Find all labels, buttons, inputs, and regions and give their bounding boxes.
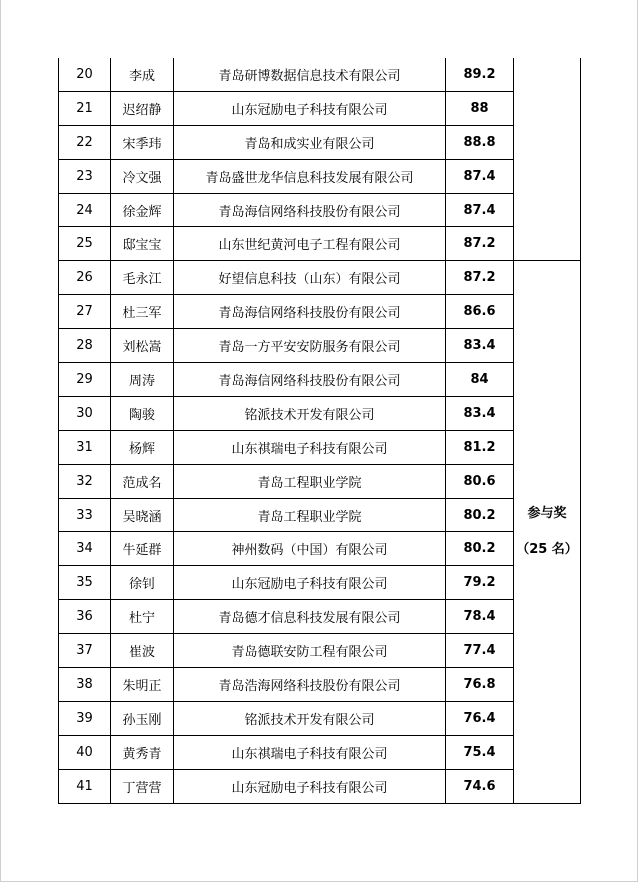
results-table (58, 58, 581, 804)
results-table-body (59, 58, 581, 803)
company-cell: 山东祺瑞电子科技有限公司 (174, 735, 446, 769)
name-cell: 范成名 (111, 464, 174, 498)
table-row (59, 634, 581, 668)
score-cell: 80.2 (446, 532, 514, 566)
rank-cell: 41 (59, 769, 111, 803)
table-row (59, 91, 581, 125)
rank-cell: 37 (59, 634, 111, 668)
name-cell: 崔波 (111, 634, 174, 668)
table-row (59, 600, 581, 634)
name-cell: 徐钊 (111, 566, 174, 600)
table-row (59, 295, 581, 329)
company-cell: 青岛海信网络科技股份有限公司 (174, 193, 446, 227)
name-cell: 丁营营 (111, 769, 174, 803)
company-cell: 青岛一方平安安防服务有限公司 (174, 329, 446, 363)
rank-cell: 28 (59, 329, 111, 363)
score-cell: 80.6 (446, 464, 514, 498)
name-cell: 杜三军 (111, 295, 174, 329)
page-border-left (0, 0, 1, 882)
name-cell: 吴晓涵 (111, 498, 174, 532)
table-row (59, 261, 581, 295)
award-cell (514, 261, 581, 803)
company-cell: 青岛工程职业学院 (174, 464, 446, 498)
company-cell: 青岛德联安防工程有限公司 (174, 634, 446, 668)
company-cell: 青岛盛世龙华信息科技发展有限公司 (174, 159, 446, 193)
company-cell: 青岛浩海网络科技股份有限公司 (174, 668, 446, 702)
rank-cell: 30 (59, 396, 111, 430)
rank-cell: 21 (59, 91, 111, 125)
score-cell: 79.2 (446, 566, 514, 600)
name-cell: 毛永江 (111, 261, 174, 295)
score-cell: 87.4 (446, 159, 514, 193)
rank-cell: 24 (59, 193, 111, 227)
table-row (59, 430, 581, 464)
name-cell: 牛延群 (111, 532, 174, 566)
table-row (59, 735, 581, 769)
name-cell: 孙玉刚 (111, 701, 174, 735)
rank-cell: 36 (59, 600, 111, 634)
rank-cell: 40 (59, 735, 111, 769)
award-label: 参与奖 (527, 505, 567, 521)
table-row (59, 498, 581, 532)
table-row (59, 769, 581, 803)
company-cell: 山东冠励电子科技有限公司 (174, 566, 446, 600)
score-cell: 87.4 (446, 193, 514, 227)
rank-cell: 26 (59, 261, 111, 295)
table-row (59, 329, 581, 363)
score-cell: 84 (446, 363, 514, 397)
company-cell: 山东世纪黄河电子工程有限公司 (174, 227, 446, 261)
rank-cell: 22 (59, 125, 111, 159)
table-row (59, 566, 581, 600)
score-cell: 83.4 (446, 329, 514, 363)
score-cell: 83.4 (446, 396, 514, 430)
score-cell: 77.4 (446, 634, 514, 668)
company-cell: 青岛工程职业学院 (174, 498, 446, 532)
table-row (59, 668, 581, 702)
name-cell: 冷文强 (111, 159, 174, 193)
rank-cell: 29 (59, 363, 111, 397)
rank-cell: 20 (59, 58, 111, 91)
table-row (59, 396, 581, 430)
table-row (59, 193, 581, 227)
name-cell: 周涛 (111, 363, 174, 397)
table-row (59, 363, 581, 397)
score-cell: 88 (446, 91, 514, 125)
table-row (59, 464, 581, 498)
rank-cell: 34 (59, 532, 111, 566)
name-cell: 刘松嵩 (111, 329, 174, 363)
rank-cell: 31 (59, 430, 111, 464)
rank-cell: 35 (59, 566, 111, 600)
score-cell: 86.6 (446, 295, 514, 329)
company-cell: 铭派技术开发有限公司 (174, 701, 446, 735)
score-cell: 80.2 (446, 498, 514, 532)
name-cell: 邸宝宝 (111, 227, 174, 261)
name-cell: 李成 (111, 58, 174, 91)
rank-cell: 32 (59, 464, 111, 498)
score-cell: 76.4 (446, 701, 514, 735)
company-cell: 山东祺瑞电子科技有限公司 (174, 430, 446, 464)
company-cell: 山东冠励电子科技有限公司 (174, 91, 446, 125)
company-cell: 好望信息科技（山东）有限公司 (174, 261, 446, 295)
score-cell: 75.4 (446, 735, 514, 769)
rank-cell: 33 (59, 498, 111, 532)
rank-cell: 38 (59, 668, 111, 702)
name-cell: 杨辉 (111, 430, 174, 464)
company-cell: 铭派技术开发有限公司 (174, 396, 446, 430)
table-row (59, 532, 581, 566)
score-cell: 81.2 (446, 430, 514, 464)
rank-cell: 25 (59, 227, 111, 261)
table-row (59, 58, 581, 91)
score-cell: 87.2 (446, 261, 514, 295)
score-cell: 76.8 (446, 668, 514, 702)
table-row (59, 125, 581, 159)
rank-cell: 23 (59, 159, 111, 193)
score-cell: 88.8 (446, 125, 514, 159)
score-cell: 78.4 (446, 600, 514, 634)
company-cell: 山东冠励电子科技有限公司 (174, 769, 446, 803)
score-cell: 74.6 (446, 769, 514, 803)
table-row (59, 701, 581, 735)
company-cell: 神州数码（中国）有限公司 (174, 532, 446, 566)
award-count: （25 名） (516, 541, 578, 557)
name-cell: 迟绍静 (111, 91, 174, 125)
company-cell: 青岛海信网络科技股份有限公司 (174, 363, 446, 397)
rank-cell: 39 (59, 701, 111, 735)
company-cell: 青岛和成实业有限公司 (174, 125, 446, 159)
table-row (59, 159, 581, 193)
name-cell: 徐金辉 (111, 193, 174, 227)
rank-cell: 27 (59, 295, 111, 329)
name-cell: 陶骏 (111, 396, 174, 430)
company-cell: 青岛德才信息科技发展有限公司 (174, 600, 446, 634)
name-cell: 杜宁 (111, 600, 174, 634)
table-row (59, 227, 581, 261)
name-cell: 黄秀青 (111, 735, 174, 769)
score-cell: 87.2 (446, 227, 514, 261)
name-cell: 朱明正 (111, 668, 174, 702)
company-cell: 青岛海信网络科技股份有限公司 (174, 295, 446, 329)
score-cell: 89.2 (446, 58, 514, 91)
company-cell: 青岛研博数据信息技术有限公司 (174, 58, 446, 91)
previous-award-cell (514, 58, 581, 261)
name-cell: 宋季玮 (111, 125, 174, 159)
